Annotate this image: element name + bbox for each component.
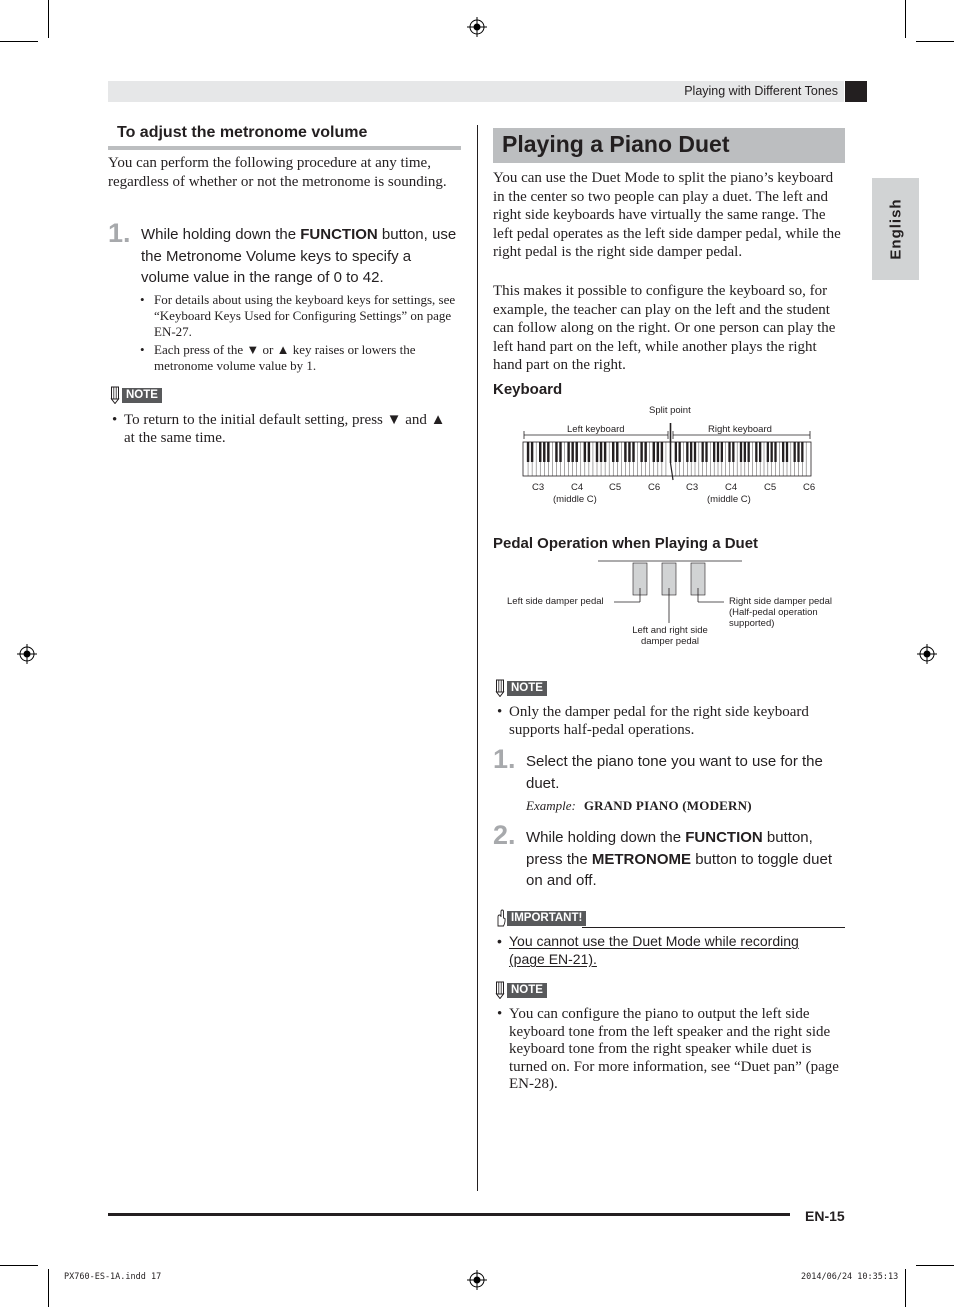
black-key bbox=[774, 442, 776, 462]
list-item: • For details about using the keyboard keys for settings, see “Keyboard Keys Used for Configuring Settings” on page EN-27. bbox=[140, 292, 460, 340]
metronome-volume-heading: To adjust the metronome volume bbox=[117, 124, 368, 141]
step-instruction: Select the piano tone you want to use for the duet. bbox=[526, 753, 823, 792]
black-key bbox=[744, 442, 746, 462]
right-keyboard-label: Right keyboard bbox=[708, 424, 772, 435]
date-slug: 2014/06/24 10:35:13 bbox=[801, 1272, 899, 1282]
black-key bbox=[690, 442, 692, 462]
center-pedal-label-line: damper pedal bbox=[640, 636, 700, 647]
pencil-icon bbox=[494, 679, 506, 697]
black-key bbox=[588, 442, 590, 462]
important-rule bbox=[582, 927, 845, 928]
step-text-part: While holding down the bbox=[141, 226, 301, 243]
black-key bbox=[705, 442, 707, 462]
metronome-key-label: METRONOME bbox=[591, 850, 692, 868]
right-pedal-label bbox=[729, 596, 832, 629]
black-key bbox=[748, 442, 750, 462]
crop-mark bbox=[916, 1265, 954, 1266]
step-number: 2. bbox=[493, 820, 516, 850]
note-list bbox=[493, 1006, 845, 1094]
black-key bbox=[661, 442, 663, 462]
page-title: Playing a Piano Duet bbox=[502, 131, 730, 157]
crop-mark bbox=[916, 41, 954, 42]
note-badge bbox=[494, 981, 547, 999]
hand-pointer-icon bbox=[494, 909, 506, 927]
left-pedal-label: Left side damper pedal bbox=[507, 596, 604, 607]
crop-mark bbox=[905, 1269, 906, 1307]
note-badge bbox=[494, 679, 547, 697]
crop-mark bbox=[0, 41, 38, 42]
black-key bbox=[759, 442, 761, 462]
black-key bbox=[531, 442, 533, 462]
column-divider bbox=[477, 125, 478, 1191]
black-key bbox=[702, 442, 704, 462]
black-key bbox=[794, 442, 796, 462]
key-note-label: C4 bbox=[571, 482, 584, 493]
language-tab-label: English bbox=[887, 198, 904, 260]
black-key bbox=[571, 442, 573, 462]
key-note-label: C5 bbox=[609, 482, 622, 493]
right-pedal-label-line: supported) bbox=[729, 618, 775, 629]
black-key bbox=[644, 442, 646, 462]
keyboard-diagram bbox=[516, 418, 818, 484]
black-key bbox=[679, 442, 681, 462]
note-badge bbox=[109, 386, 162, 404]
pencil-icon bbox=[494, 981, 506, 999]
black-key bbox=[740, 442, 742, 462]
step-text-part: button, press the bbox=[526, 829, 813, 868]
black-key bbox=[732, 442, 734, 462]
note-label: NOTE bbox=[507, 681, 547, 696]
registration-mark-icon bbox=[917, 644, 937, 664]
intro-paragraph: You can perform the following procedure at any time, regardless of whether or not the metronome is sounding. bbox=[108, 155, 447, 190]
black-key bbox=[640, 442, 642, 462]
key-note-label: C6 bbox=[648, 482, 661, 493]
black-key bbox=[527, 442, 529, 462]
key-note-label: C4 bbox=[725, 482, 738, 493]
black-key bbox=[786, 442, 788, 462]
step-number: 1. bbox=[108, 218, 131, 248]
black-key bbox=[612, 442, 614, 462]
file-slug: PX760-ES-1A.indd 17 bbox=[64, 1272, 162, 1282]
black-key bbox=[600, 442, 602, 462]
black-key bbox=[717, 442, 719, 462]
important-list bbox=[493, 932, 833, 968]
split-point-label: Split point bbox=[649, 405, 691, 416]
step-text-part: button to toggle duet on and off. bbox=[526, 850, 832, 890]
middle-c-label: (middle C) bbox=[553, 494, 597, 505]
note-label: NOTE bbox=[507, 983, 547, 998]
note-list bbox=[108, 412, 460, 447]
middle-c-label: (middle C) bbox=[707, 494, 751, 505]
section-title: Playing with Different Tones bbox=[684, 84, 838, 98]
keyboard-heading: Keyboard bbox=[493, 381, 563, 398]
black-key bbox=[797, 442, 799, 462]
example-label: Example: bbox=[526, 798, 576, 813]
pedal-diagram bbox=[596, 558, 746, 628]
pedal-heading: Pedal Operation when Playing a Duet bbox=[493, 535, 759, 552]
crop-mark bbox=[0, 1265, 38, 1266]
header-block bbox=[845, 81, 867, 102]
example-line bbox=[526, 798, 752, 814]
step-text-part: While holding down the bbox=[526, 829, 686, 846]
black-key bbox=[801, 442, 803, 462]
crop-mark bbox=[48, 1269, 49, 1307]
black-key bbox=[596, 442, 598, 462]
registration-mark-icon bbox=[17, 644, 37, 664]
black-key bbox=[728, 442, 730, 462]
list-item: • You can configure the piano to output the left side keyboard tone from the left speaker and the right side keyboard tone from the right speaker while duet is turned on. For more information, see “Duet pan” (page EN-28). bbox=[493, 1006, 845, 1094]
black-key bbox=[657, 442, 659, 462]
center-pedal-label-line: Left and right side bbox=[632, 625, 708, 636]
black-key bbox=[694, 442, 696, 462]
step-details-list bbox=[140, 292, 460, 376]
note-list bbox=[493, 704, 845, 739]
step-instruction bbox=[141, 224, 463, 289]
black-key bbox=[567, 442, 569, 462]
pencil-icon bbox=[109, 386, 121, 404]
crop-mark bbox=[905, 0, 906, 38]
black-key bbox=[771, 442, 773, 462]
key-note-label: C5 bbox=[764, 482, 777, 493]
key-note-label: C3 bbox=[532, 482, 545, 493]
black-key bbox=[713, 442, 715, 462]
duet-example-paragraph: This makes it possible to configure the keyboard so, for example, the teacher can play on the left and the student can follow along on the right. Or one person can play the left hand part on the left, while another plays the right hand part on the right. bbox=[493, 283, 836, 374]
step-text-part: button, use the Metronome Volume keys to specify a volume value in the range of 0 to 42. bbox=[141, 226, 457, 287]
function-key-label: FUNCTION bbox=[685, 829, 763, 846]
black-key bbox=[584, 442, 586, 462]
black-key bbox=[555, 442, 557, 462]
black-key bbox=[782, 442, 784, 462]
black-key bbox=[616, 442, 618, 462]
step-instruction bbox=[526, 827, 846, 892]
black-key bbox=[632, 442, 634, 462]
footer-rule bbox=[108, 1213, 790, 1216]
left-keyboard-label: Left keyboard bbox=[567, 424, 625, 435]
black-key bbox=[628, 442, 630, 462]
black-key bbox=[624, 442, 626, 462]
black-key bbox=[755, 442, 757, 462]
right-pedal-label-line: (Half-pedal operation bbox=[729, 607, 818, 618]
function-key-label: FUNCTION bbox=[300, 226, 378, 243]
list-item: • Only the damper pedal for the right side keyboard supports half-pedal operations. bbox=[493, 704, 845, 739]
list-item: • You cannot use the Duet Mode while recording (page EN-21). bbox=[493, 932, 833, 968]
list-item: • To return to the initial default setting, press ▼ and ▲ at the same time. bbox=[108, 412, 460, 447]
black-key bbox=[686, 442, 688, 462]
black-key bbox=[721, 442, 723, 462]
important-badge bbox=[494, 909, 586, 927]
key-note-label: C3 bbox=[686, 482, 699, 493]
black-key bbox=[559, 442, 561, 462]
black-key bbox=[675, 442, 677, 462]
black-key bbox=[576, 442, 578, 462]
black-key bbox=[653, 442, 655, 462]
language-tab bbox=[872, 178, 919, 280]
right-pedal-label-line: Right side damper pedal bbox=[729, 596, 832, 607]
black-key bbox=[767, 442, 769, 462]
black-key bbox=[604, 442, 606, 462]
registration-mark-icon bbox=[467, 1270, 487, 1290]
heading-rule bbox=[108, 146, 461, 150]
black-key bbox=[539, 442, 541, 462]
example-value: GRAND PIANO (MODERN) bbox=[583, 798, 752, 813]
black-key bbox=[547, 442, 549, 462]
registration-mark-icon bbox=[467, 17, 487, 37]
black-key bbox=[543, 442, 545, 462]
page-number: EN-15 bbox=[805, 1208, 845, 1224]
crop-mark bbox=[48, 0, 49, 38]
duet-intro-paragraph: You can use the Duet Mode to split the piano’s keyboard in the center so two people can play a duet. The left and right side keyboards have virtually the same range. The left pedal operates as the left side damper pedal, while the right pedal is the right side damper pedal. bbox=[493, 170, 841, 261]
key-note-label: C6 bbox=[803, 482, 816, 493]
center-pedal-label bbox=[629, 625, 711, 647]
list-item: • Each press of the ▼ or ▲ key raises or lowers the metronome volume value by 1. bbox=[140, 342, 460, 374]
note-label: NOTE bbox=[122, 388, 162, 403]
step-number: 1. bbox=[493, 744, 516, 774]
important-label: IMPORTANT! bbox=[507, 911, 586, 926]
